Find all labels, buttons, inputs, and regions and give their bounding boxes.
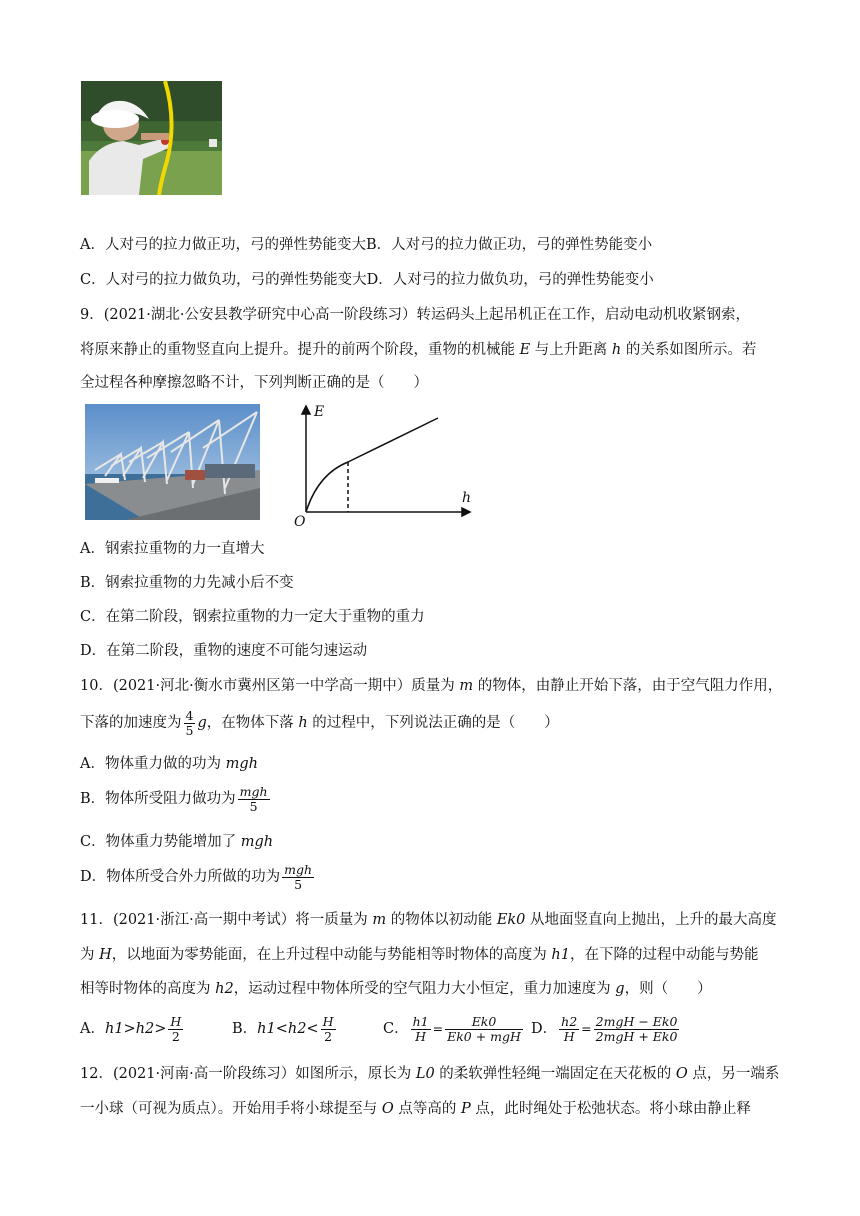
q9-line2: 将原来静止的重物竖直向上提升。提升的前两个阶段，重物的机械能 E 与上升距离 h 的关系如图所示。若 [80,342,757,358]
q8-option-c: C．人对弓的拉力做负功，弓的弹性势能变大 [80,272,367,288]
q9-option-b: B．钢索拉重物的力先减小后不变 [80,575,294,591]
q8-options-cd [80,270,654,290]
var-h: h [611,342,622,358]
q10-option-b: B．物体所受阻力做功为 $\frac{\text{mgh}}{5}$ [80,783,268,814]
q11-option-d: D． $\frac{h2}{H}$ = $\frac{\text{2mgH − Ek0}}{\text{2mgH + Ek0}}$ [531,1014,678,1044]
q10-option-c: C．物体重力势能增加了 mgh [80,834,274,850]
q11-line2: 为 H，以地面为零势能面，在上升过程中动能与势能相等时物体的高度为 h1，在下降的过程中动能与势能 [80,947,759,963]
q10-option-a: A．物体重力做的功为 mgh [80,756,258,772]
fraction-4-5: $\frac{4}{5}$ [185,707,194,738]
archer-photo [81,81,222,195]
var-E: E [519,342,531,358]
q9-line1: 9．(2021·湖北·公安县教学研究中心高一阶段练习）转运码头上起吊机正在工作，启动电动机收紧钢索， [80,307,750,323]
q10-line1: 10．(2021·河北·衡水市冀州区第一中学高一期中）质量为 m 的物体，由静止开始下落，由于空气阻力作用， [80,678,783,694]
q9-line3: 全过程各种摩擦忽略不计，下列判断正确的是（ ） [80,375,428,391]
q8-option-d: D．人对弓的拉力做负功，弓的弹性势能变小 [366,272,654,288]
graph-e-axis-label: E [314,404,325,420]
q9-option-c: C．在第二阶段，钢索拉重物的力一定大于重物的重力 [80,609,425,625]
q8-options-ab [80,235,652,255]
q9-option-d: D．在第二阶段，重物的速度不可能匀速运动 [80,643,368,659]
q11-option-b: B．h1<h2< $\frac{H}{2}$ [232,1013,334,1044]
q9-option-a: A．钢索拉重物的力一直增大 [80,541,265,557]
energy-height-graph [290,400,470,530]
q11-line1: 11．(2021·浙江·高一期中考试）将一质量为 m 的物体以初动能 Ek0 从地面竖直向上抛出，上升的最大高度 [80,912,777,928]
q11-line3: 相等时物体的高度为 h2，运动过程中物体所受的空气阻力大小恒定，重力加速度为 g，则（ ） [80,981,712,997]
q12-line1: 12．(2021·河南·高一阶段练习）如图所示，原长为 L0 的柔软弹性轻绳一端固定在天花板的 O 点，另一端系 [80,1066,780,1082]
q11-option-a: A．h1>h2> $\frac{H}{2}$ [80,1013,182,1044]
q10-option-d: D．物体所受合外力所做的功为 $\frac{\text{mgh}}{5}$ [80,861,313,892]
q8-option-b: B．人对弓的拉力做正功，弓的弹性势能变小 [365,237,653,253]
graph-h-axis-label: h [462,490,472,506]
crane-photo [85,404,260,520]
q8-option-a: A．人对弓的拉力做正功，弓的弹性势能变大 [80,237,366,253]
q10-line2: 下落的加速度为 $\frac{4}{5}$ g，在物体下落 h 的过程中，下列说法正确的是（ ） [80,707,559,738]
graph-origin-label: O [294,514,306,530]
q12-line2: 一小球（可视为质点）。开始用手将小球提至与 O 点等高的 P 点，此时绳处于松弛状态。将小球由静止释 [80,1101,751,1117]
q11-option-c: C． $\frac{h1}{H}$ = $\frac{Ek0}{\text{Ek0 + mgH}}$ [383,1014,521,1044]
